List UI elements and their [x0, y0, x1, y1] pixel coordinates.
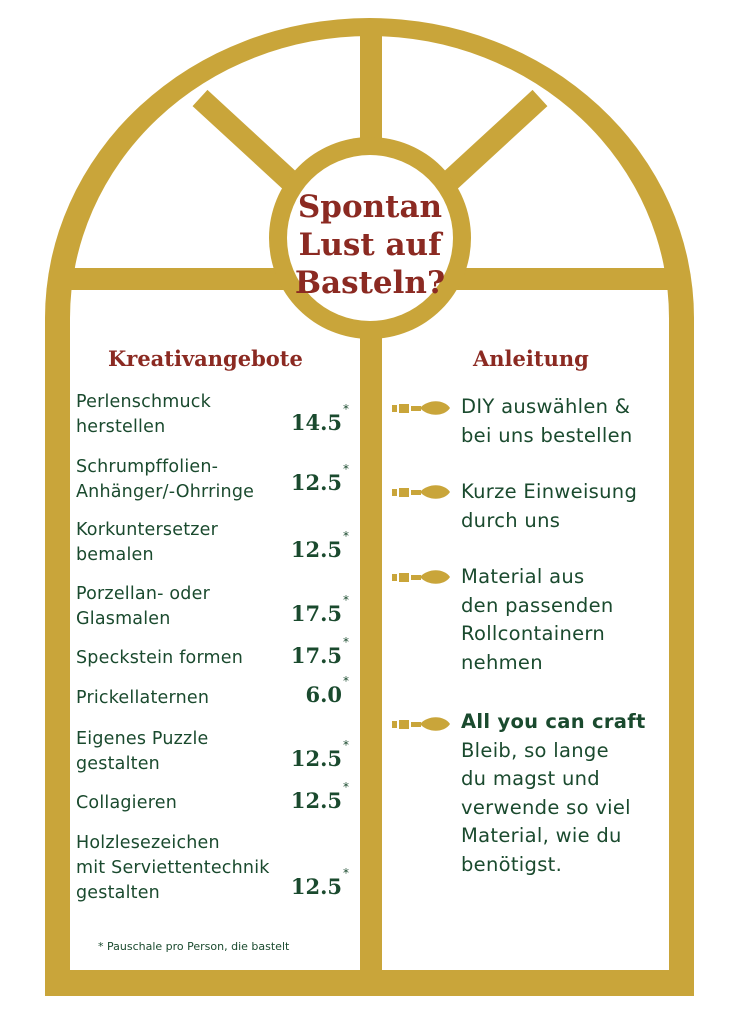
item-price	[290, 402, 349, 435]
offers-heading: Kreativangebote	[108, 346, 303, 371]
item-price	[290, 529, 349, 562]
step-text: DIY auswählen & bei uns bestellen	[461, 395, 633, 447]
price-mark: *	[343, 402, 349, 416]
price-mark: *	[343, 593, 349, 607]
paintbrush-icon	[392, 397, 454, 419]
step-text: Material aus den passenden Rollcontainern nehmen	[461, 565, 614, 674]
item-price	[290, 780, 349, 813]
item-name: Schrumpffolien- Anhänger/-Ohrringe	[76, 457, 255, 502]
price-value: 17.5	[290, 643, 342, 668]
title-line: Spontan	[297, 189, 443, 225]
item-price	[290, 635, 349, 668]
price-value: 12.5	[290, 788, 342, 813]
price-mark: *	[343, 738, 349, 752]
price-value: 12.5	[290, 874, 342, 899]
step-body-text: Bleib, so lange du magst und verwende so viel Material, wie du benötigst.	[461, 738, 631, 876]
item-name: Porzellan- oder Glasmalen	[76, 584, 210, 629]
price-value: 12.5	[290, 746, 342, 771]
price-mark: *	[343, 866, 349, 880]
step-bold-text: All you can craft	[461, 710, 646, 733]
item-name: Collagieren	[76, 793, 177, 813]
item-price	[290, 866, 349, 899]
page-title	[270, 188, 470, 302]
instructions-heading: Anleitung	[473, 346, 589, 371]
item-name: Korkuntersetzer bemalen	[76, 520, 219, 565]
price-mark: *	[343, 529, 349, 543]
price-mark: *	[343, 674, 349, 688]
item-price	[290, 738, 349, 771]
item-price	[290, 462, 349, 495]
item-name: Perlenschmuck herstellen	[76, 392, 211, 437]
title-line: Basteln?	[294, 265, 446, 301]
price-mark: *	[343, 462, 349, 476]
price-mark: *	[343, 635, 349, 649]
paintbrush-icon	[392, 566, 454, 588]
item-name: Speckstein formen	[76, 648, 244, 668]
step-text	[461, 708, 701, 879]
step-text: Kurze Einweisung durch uns	[461, 480, 638, 532]
price-mark: *	[343, 780, 349, 794]
item-name: Prickellaternen	[76, 688, 210, 708]
item-name: Eigenes Puzzle gestalten	[76, 729, 209, 774]
item-price	[290, 593, 349, 626]
price-value: 12.5	[290, 470, 342, 495]
price-value: 6.0	[305, 682, 342, 707]
paintbrush-icon	[392, 713, 454, 735]
price-value: 14.5	[290, 410, 342, 435]
footnote: * Pauschale pro Person, die bastelt	[98, 940, 290, 953]
item-price	[305, 674, 349, 707]
paintbrush-icon	[392, 481, 454, 503]
price-value: 12.5	[290, 537, 342, 562]
price-value: 17.5	[290, 601, 342, 626]
item-name: Holzlesezeichen mit Serviettentechnik gestalten	[76, 833, 270, 903]
title-line: Lust auf	[298, 227, 442, 263]
